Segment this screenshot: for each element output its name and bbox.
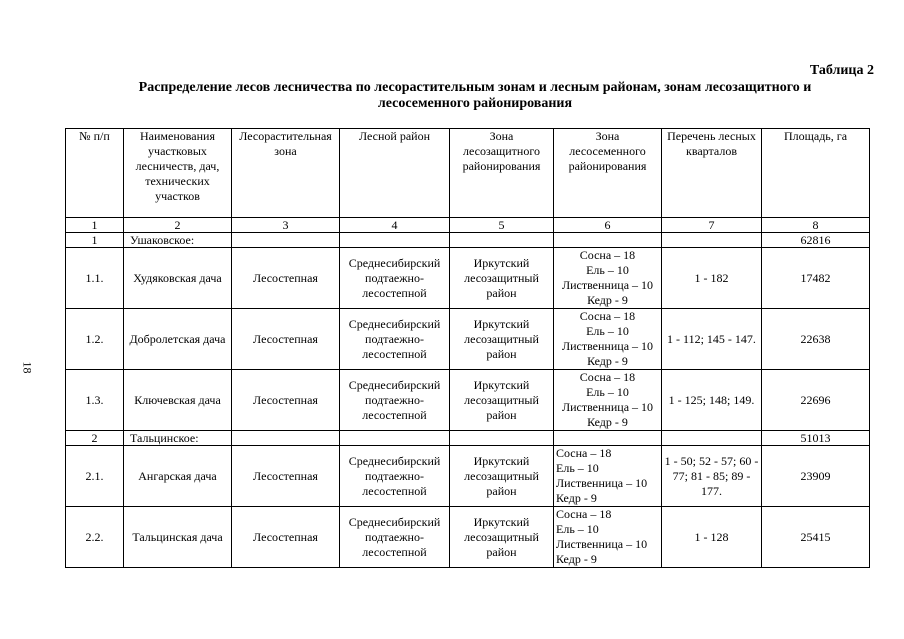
column-header: № п/п <box>66 129 124 218</box>
row-number: 2.1. <box>66 446 124 507</box>
row-seed-zone <box>554 309 662 370</box>
row-area: 22696 <box>762 370 870 431</box>
row-seed-zone <box>554 370 662 431</box>
seed-line: Ель – 10 <box>586 324 629 338</box>
column-header: Лесной район <box>340 129 450 218</box>
column-number: 2 <box>124 218 232 233</box>
row-protection: Иркутский лесозащитный район <box>450 370 554 431</box>
column-number: 6 <box>554 218 662 233</box>
row-zone: Лесостепная <box>232 507 340 568</box>
row-number: 1.1. <box>66 248 124 309</box>
row-name: Ключевская дача <box>124 370 232 431</box>
seed-line: Сосна – 18 <box>579 248 636 262</box>
column-number: 1 <box>66 218 124 233</box>
table-row <box>66 507 870 568</box>
row-quarters: 1 - 50; 52 - 57; 60 - 77; 81 - 85; 89 - 177. <box>662 446 762 507</box>
column-header: Зона лесозащитного районирования <box>450 129 554 218</box>
group-name: Тальцинское: <box>124 431 232 446</box>
group-name: Ушаковское: <box>124 233 232 248</box>
seed-line: Лиственница – 10 <box>561 278 654 292</box>
seed-line: Кедр - 9 <box>587 354 628 368</box>
row-protection: Иркутский лесозащитный район <box>450 248 554 309</box>
row-quarters: 1 - 182 <box>662 248 762 309</box>
row-region: Среднесибирский подтаежно-лесостепной <box>340 507 450 568</box>
column-number: 8 <box>762 218 870 233</box>
column-number: 5 <box>450 218 554 233</box>
table-row <box>66 370 870 431</box>
column-number: 3 <box>232 218 340 233</box>
seed-line: Кедр - 9 <box>587 415 628 429</box>
row-name: Добролетская дача <box>124 309 232 370</box>
page-number: 18 <box>20 361 35 374</box>
column-header: Площадь, га <box>762 129 870 218</box>
seed-line: Ель – 10 <box>586 385 629 399</box>
seed-line: Сосна – 18 <box>579 370 636 384</box>
row-area: 23909 <box>762 446 870 507</box>
row-number: 2.2. <box>66 507 124 568</box>
row-area: 25415 <box>762 507 870 568</box>
forest-distribution-table <box>65 128 870 568</box>
seed-line: Ель – 10 <box>556 461 599 475</box>
group-row <box>66 233 870 248</box>
seed-line: Лиственница – 10 <box>556 537 648 551</box>
row-region: Среднесибирский подтаежно-лесостепной <box>340 309 450 370</box>
row-seed-zone <box>554 248 662 309</box>
row-number: 1.3. <box>66 370 124 431</box>
row-protection: Иркутский лесозащитный район <box>450 309 554 370</box>
row-region: Среднесибирский подтаежно-лесостепной <box>340 446 450 507</box>
group-number: 1 <box>66 233 124 248</box>
row-area: 17482 <box>762 248 870 309</box>
group-number: 2 <box>66 431 124 446</box>
row-region: Среднесибирский подтаежно-лесостепной <box>340 370 450 431</box>
seed-line: Лиственница – 10 <box>561 339 654 353</box>
column-number-row <box>66 218 870 233</box>
row-zone: Лесостепная <box>232 446 340 507</box>
group-area: 51013 <box>762 431 870 446</box>
seed-line: Кедр - 9 <box>556 491 597 505</box>
row-protection: Иркутский лесозащитный район <box>450 507 554 568</box>
table-row <box>66 248 870 309</box>
seed-line: Ель – 10 <box>556 522 599 536</box>
seed-line: Лиственница – 10 <box>561 400 654 414</box>
row-quarters: 1 - 128 <box>662 507 762 568</box>
row-seed-zone <box>554 446 662 507</box>
seed-line: Кедр - 9 <box>556 552 597 566</box>
table-title: Распределение лесов лесничества по лесорастительным зонам и лесным районам, зонам лесозащитного и лесосеменного районирования <box>138 80 812 111</box>
row-name: Худяковская дача <box>124 248 232 309</box>
column-header: Лесорастительная зона <box>232 129 340 218</box>
table-number: Таблица 2 <box>809 63 874 78</box>
table-row <box>66 446 870 507</box>
row-area: 22638 <box>762 309 870 370</box>
row-region: Среднесибирский подтаежно-лесостепной <box>340 248 450 309</box>
group-area: 62816 <box>762 233 870 248</box>
column-number: 4 <box>340 218 450 233</box>
row-zone: Лесостепная <box>232 370 340 431</box>
row-seed-zone <box>554 507 662 568</box>
row-quarters: 1 - 112; 145 - 147. <box>662 309 762 370</box>
row-protection: Иркутский лесозащитный район <box>450 446 554 507</box>
seed-line: Сосна – 18 <box>556 446 612 460</box>
row-number: 1.2. <box>66 309 124 370</box>
row-quarters: 1 - 125; 148; 149. <box>662 370 762 431</box>
column-number: 7 <box>662 218 762 233</box>
seed-line: Лиственница – 10 <box>556 476 648 490</box>
column-header: Перечень лесных кварталов <box>662 129 762 218</box>
group-row <box>66 431 870 446</box>
row-name: Ангарская дача <box>124 446 232 507</box>
row-zone: Лесостепная <box>232 248 340 309</box>
row-zone: Лесостепная <box>232 309 340 370</box>
seed-line: Сосна – 18 <box>556 507 612 521</box>
seed-line: Кедр - 9 <box>587 293 628 307</box>
seed-line: Ель – 10 <box>586 263 629 277</box>
column-header: Наименования участковых лесничеств, дач, технических участков <box>124 129 232 218</box>
column-header: Зона лесосеменного районирования <box>554 129 662 218</box>
header-row <box>66 129 870 218</box>
seed-line: Сосна – 18 <box>579 309 636 323</box>
row-name: Тальцинская дача <box>124 507 232 568</box>
table-row <box>66 309 870 370</box>
